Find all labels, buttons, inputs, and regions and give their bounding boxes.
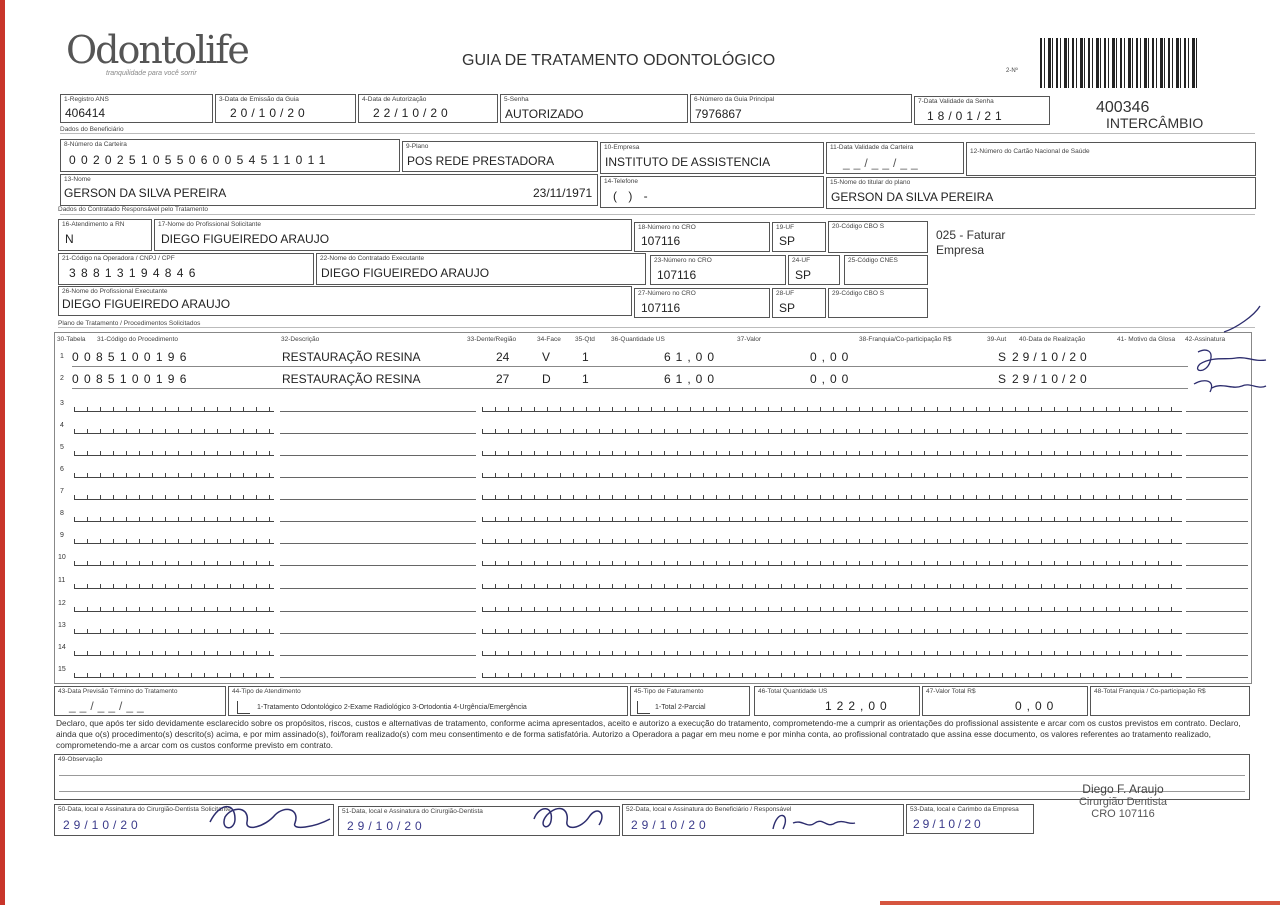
row-signature-line[interactable] — [1186, 477, 1248, 478]
field-43-box — [54, 686, 226, 716]
row-date[interactable]: 29/10/20 — [1012, 372, 1091, 386]
table-row — [58, 640, 1248, 660]
row-number: 8 — [60, 510, 64, 517]
field-50-label: 50-Data, local e Assinatura do Cirurgião-Dentista Solicitante — [58, 806, 231, 813]
field-1-value[interactable]: 406414 — [65, 106, 106, 120]
row-signature-line[interactable] — [1186, 655, 1248, 656]
birth-date[interactable]: 23/11/1971 — [533, 186, 593, 200]
field-9-label: 9-Plano — [406, 143, 429, 150]
row-values-boxes[interactable] — [482, 583, 1182, 589]
row-signature-line[interactable] — [1186, 433, 1248, 434]
row-number: 14 — [58, 644, 66, 651]
row-values-boxes[interactable] — [482, 538, 1182, 544]
field-3-value[interactable]: 20/10/20 — [230, 106, 309, 120]
table-row — [58, 440, 1248, 460]
row-underline — [72, 388, 1188, 389]
field-1-box — [60, 94, 213, 123]
field-45-label: 45-Tipo de Faturamento — [634, 688, 704, 695]
field-52-label: 52-Data, local e Assinatura do Beneficiário / Responsável — [626, 806, 792, 813]
field-6-value[interactable]: 7976867 — [695, 107, 742, 121]
field-29-label: 29-Código CBO S — [832, 290, 885, 297]
field-44-label: 44-Tipo de Atendimento — [232, 688, 301, 695]
field-7-value[interactable]: 18/01/21 — [927, 109, 1006, 123]
field-14-value[interactable]: ( ) - — [613, 189, 652, 203]
faturar-note: 025 - Faturar Empresa — [936, 228, 1006, 257]
field-19-box — [772, 222, 826, 252]
section-contratado: Dados do Contratado Responsável pelo Tratamento — [58, 206, 208, 213]
field-25-label: 25-Código CNES — [848, 257, 898, 264]
field-13-value[interactable]: GERSON DA SILVA PEREIRA — [64, 186, 227, 200]
row-values-boxes[interactable] — [482, 428, 1182, 434]
row-number: 10 — [58, 554, 66, 561]
row-description-line[interactable] — [280, 411, 476, 412]
row-number: 12 — [58, 600, 66, 607]
field-4-box — [358, 94, 498, 123]
field-16-label: 16-Atendimento a RN — [62, 221, 125, 228]
field-13-box — [60, 174, 598, 206]
row-code-boxes[interactable] — [74, 406, 274, 412]
field-4-label: 4-Data de Autorização — [362, 96, 427, 103]
row-description-line[interactable] — [280, 677, 476, 678]
row-number: 5 — [60, 444, 64, 451]
row-code-boxes[interactable] — [74, 450, 274, 456]
row-number: 7 — [60, 488, 64, 495]
row-number: 2 — [60, 375, 64, 382]
row-description-line[interactable] — [280, 611, 476, 612]
field-47-label: 47-Valor Total R$ — [926, 688, 976, 695]
header-30: 30-Tabela — [57, 336, 86, 343]
field-11-value[interactable]: __/__/__ — [843, 156, 922, 170]
field-45-checkbox[interactable] — [637, 701, 650, 714]
field-5-label: 5-Senha — [504, 96, 529, 103]
field-9-value[interactable]: POS REDE PRESTADORA — [407, 154, 555, 168]
field-15-value[interactable]: GERSON DA SILVA PEREIRA — [831, 190, 994, 204]
row-description-line[interactable] — [280, 565, 476, 566]
row-description-line[interactable] — [280, 588, 476, 589]
field-45-options: 1-Total 2-Parcial — [655, 704, 706, 711]
field-51-date[interactable]: 29/10/20 — [347, 819, 426, 833]
section-beneficiario: Dados do Beneficiário — [60, 126, 124, 133]
row-number: 11 — [58, 577, 66, 584]
row-tooth[interactable]: 24 — [496, 350, 510, 364]
field-17-box — [154, 219, 632, 251]
row-number: 4 — [60, 422, 64, 429]
row-signature-line[interactable] — [1186, 455, 1248, 456]
row-date[interactable]: 29/10/20 — [1012, 350, 1091, 364]
field-9-box — [402, 141, 598, 172]
field-27-label: 27-Número no CRO — [638, 290, 696, 297]
header-35: 35-Qtd — [575, 336, 595, 343]
field-46-value[interactable]: 122,00 — [825, 699, 892, 713]
field-22-value[interactable]: DIEGO FIGUEIREDO ARAUJO — [321, 266, 490, 280]
row-code-boxes[interactable] — [74, 538, 274, 544]
row-description-line[interactable] — [280, 455, 476, 456]
row-aut[interactable]: S — [998, 372, 1007, 386]
barcode — [1040, 38, 1200, 88]
field-47-box — [922, 686, 1088, 716]
stamp-name: Diego F. Araujo — [1082, 782, 1164, 796]
row-signature-line[interactable] — [1186, 677, 1248, 678]
field-28-label: 28-UF — [776, 290, 795, 297]
field-44-box — [228, 686, 628, 716]
header-36: 36-Quantidade US — [611, 336, 665, 343]
row-values-boxes[interactable] — [482, 650, 1182, 656]
field-21-label: 21-Código na Operadora / CNPJ / CPF — [62, 255, 175, 262]
field-53-label: 53-Data, local e Carimbo da Empresa — [910, 806, 1019, 813]
row-signature-line[interactable] — [1186, 521, 1248, 522]
field-27-value[interactable]: 107116 — [641, 301, 681, 315]
field-12-label: 12-Número do Cartão Nacional de Saúde — [970, 148, 1090, 155]
field-8-label: 8-Número da Carteira — [64, 141, 127, 148]
signature-50 — [205, 797, 335, 837]
field-12-box — [966, 142, 1256, 176]
table-row — [58, 462, 1248, 482]
field-26-box — [58, 286, 632, 316]
header-32: 32-Descrição — [281, 336, 320, 343]
field-46-box — [754, 686, 920, 716]
field-6-label: 6-Número da Guia Principal — [694, 96, 775, 103]
field-6-box — [690, 94, 912, 123]
table-row — [58, 371, 1248, 391]
row-description-line[interactable] — [280, 655, 476, 656]
row-signature-line[interactable] — [1186, 611, 1248, 612]
row-description-line[interactable] — [280, 433, 476, 434]
row-signature-line[interactable] — [1186, 588, 1248, 589]
field-23-label: 23-Número no CRO — [654, 257, 712, 264]
header-31: 31-Código do Procedimento — [97, 336, 178, 343]
field-28-value[interactable]: SP — [779, 301, 796, 315]
header-40: 40-Data de Realização — [1019, 336, 1086, 343]
logo-brand: Odontolife — [66, 28, 248, 72]
section-beneficiario-line — [60, 133, 1255, 134]
row-code-boxes[interactable] — [74, 428, 274, 434]
field-4-value[interactable]: 22/10/20 — [373, 106, 452, 120]
field-15-box — [826, 177, 1256, 209]
field-19-label: 19-UF — [776, 224, 795, 231]
header-34: 34-Face — [537, 336, 561, 343]
field-48-label: 48-Total Franquia / Co-participação R$ — [1094, 688, 1206, 695]
n-label: 2-Nº — [1006, 68, 1018, 74]
row-face[interactable]: D — [542, 372, 551, 386]
row-signature-line[interactable] — [1186, 499, 1248, 500]
row-signature-line[interactable] — [1186, 543, 1248, 544]
signature-51 — [529, 797, 609, 837]
row-number: 15 — [58, 666, 66, 673]
row-code-boxes[interactable] — [74, 583, 274, 589]
row-valor[interactable]: 0,00 — [810, 372, 854, 386]
row-code-boxes[interactable] — [74, 560, 274, 566]
field-22-label: 22-Nome do Contratado Executante — [320, 255, 425, 262]
table-row — [58, 349, 1248, 369]
field-17-label: 17-Nome do Profissional Solicitante — [158, 221, 261, 228]
row-description[interactable]: RESTAURAÇÃO RESINA — [282, 372, 421, 386]
row-signature-line[interactable] — [1186, 633, 1248, 634]
field-53-date[interactable]: 29/10/20 — [913, 817, 984, 831]
row-values-boxes[interactable] — [482, 628, 1182, 634]
table-row — [58, 484, 1248, 504]
row-description-line[interactable] — [280, 633, 476, 634]
field-13-label: 13-Nome — [64, 176, 91, 183]
row-signature-line[interactable] — [1186, 565, 1248, 566]
row-signature-line[interactable] — [1186, 411, 1248, 412]
table-row — [58, 596, 1248, 616]
row-description-line[interactable] — [280, 521, 476, 522]
field-44-checkbox[interactable] — [237, 701, 250, 714]
signature-52 — [763, 799, 863, 839]
field-21-box — [58, 253, 314, 285]
scan-edge-bottom — [880, 901, 1280, 905]
table-row — [58, 573, 1248, 593]
table-row — [58, 550, 1248, 570]
page-title: GUIA DE TRATAMENTO ODONTOLÓGICO — [462, 52, 776, 69]
header-41: 41- Motivo da Glosa — [1117, 336, 1176, 343]
row-number: 9 — [60, 532, 64, 539]
row-aut[interactable]: S — [998, 350, 1007, 364]
table-row — [58, 418, 1248, 438]
field-7-box — [914, 96, 1050, 125]
row-us[interactable]: 61,00 — [664, 350, 720, 364]
header-33: 33-Dente/Região — [467, 336, 517, 343]
field-47-value[interactable]: 0,00 — [1015, 699, 1059, 713]
field-43-label: 43-Data Previsão Término do Tratamento — [58, 688, 178, 695]
field-22-box — [316, 253, 646, 285]
field-53-box — [906, 804, 1034, 834]
field-8-box — [60, 139, 400, 172]
header-39: 39-Aut — [987, 336, 1007, 343]
field-45-box — [630, 686, 750, 716]
section-plano-line — [58, 327, 1255, 328]
table-row — [58, 396, 1248, 416]
field-18-label: 18-Número no CRO — [638, 224, 696, 231]
field-19-value[interactable]: SP — [779, 234, 796, 248]
field-50-box — [54, 804, 334, 836]
field-50-date[interactable]: 29/10/20 — [63, 818, 142, 832]
field-23-box — [650, 255, 786, 285]
field-52-date[interactable]: 29/10/20 — [631, 818, 710, 832]
table-row — [58, 618, 1248, 638]
obs-line-1[interactable] — [59, 775, 1245, 776]
field-23-value[interactable]: 107116 — [657, 268, 697, 282]
row-code-boxes[interactable] — [74, 672, 274, 678]
header-37: 37-Valor — [737, 336, 762, 343]
row-number: 1 — [60, 353, 64, 360]
field-51-label: 51-Data, local e Assinatura do Cirurgião-Dentista — [342, 808, 483, 815]
stamp-cro: CRO 107116 — [1091, 808, 1155, 820]
field-16-box — [58, 219, 152, 251]
header-38: 38-Franquia/Co-participação R$ — [859, 336, 952, 343]
row-values-boxes[interactable] — [482, 472, 1182, 478]
row-number: 13 — [58, 622, 66, 629]
row-code-boxes[interactable] — [74, 516, 274, 522]
table-row — [58, 506, 1248, 526]
row-values-boxes[interactable] — [482, 516, 1182, 522]
row-number: 3 — [60, 400, 64, 407]
field-48-box — [1090, 686, 1250, 716]
field-27-box — [634, 288, 770, 318]
field-26-value[interactable]: DIEGO FIGUEIREDO ARAUJO — [62, 297, 231, 311]
table-row — [58, 662, 1248, 682]
row-number: 6 — [60, 466, 64, 473]
intercambio: INTERCÂMBIO — [1106, 115, 1204, 131]
field-5-box — [500, 94, 688, 123]
field-44-options: 1-Tratamento Odontológico 2-Exame Radiológico 3-Ortodontia 4-Urgência/Emergência — [257, 704, 527, 711]
row-us[interactable]: 61,00 — [664, 372, 720, 386]
field-26-label: 26-Nome do Profissional Executante — [62, 288, 168, 295]
row-values-boxes[interactable] — [482, 450, 1182, 456]
header-42: 42-Assinatura — [1185, 336, 1226, 343]
field-11-box — [826, 142, 964, 174]
row-code-boxes[interactable] — [74, 650, 274, 656]
logo — [66, 30, 248, 77]
field-10-value[interactable]: INSTITUTO DE ASSISTENCIA — [605, 155, 771, 169]
field-10-box — [600, 142, 824, 174]
logo-tagline: tranquilidade para você sorrir — [106, 70, 197, 77]
row-code[interactable]: 0085100196 — [72, 372, 192, 386]
field-17-value[interactable]: DIEGO FIGUEIREDO ARAUJO — [161, 232, 330, 246]
field-46-label: 46-Total Quantidade US — [758, 688, 828, 695]
field-10-label: 10-Empresa — [604, 144, 640, 151]
field-28-box — [772, 288, 826, 318]
field-49-label: 49-Observação — [58, 756, 103, 763]
field-8-value[interactable]: 0020251055060054511011 — [69, 153, 331, 167]
row-code-boxes[interactable] — [74, 606, 274, 612]
row-values-boxes[interactable] — [482, 672, 1182, 678]
field-51-box — [338, 806, 620, 836]
field-18-value[interactable]: 107116 — [641, 234, 681, 248]
field-14-label: 14-Telefone — [604, 178, 638, 185]
field-43-value[interactable]: __/__/__ — [69, 699, 148, 713]
section-plano: Plano de Tratamento / Procedimentos Solicitados — [58, 320, 201, 327]
field-20-label: 20-Código CBO S — [832, 223, 885, 230]
section-contratado-line — [60, 214, 1255, 215]
row-signature-marks — [1176, 300, 1272, 404]
row-description[interactable]: RESTAURAÇÃO RESINA — [282, 350, 421, 364]
row-face[interactable]: V — [542, 350, 551, 364]
field-18-box — [634, 222, 770, 252]
declaration-text: Declaro, que após ter sido devidamente esclarecido sobre os propósitos, riscos, custos e alternativas de tratamento, conforme acima apresentados, aceito e autorizo a execução do tratamento, comprometendo-me a cumprir as orientações do profissional assistente e arcar com os custos previstos em contrato. Declaro, ainda que o(s) procedimento(s) descrito(s) acima, e por mim assinado(s), foi/foram realizado(s) com meu consentimento e de forma satisfatória. Autorizo a Operadora a pagar em meu nome e por minha conta, ao profissional contratado que assina esse documento, os valores referentes ao tratamento realizado, comprometendo-me a arcar com os custos conforme previsto em contrato. — [56, 718, 1241, 750]
field-21-value[interactable]: 38813194846 — [69, 266, 201, 280]
row-qty[interactable]: 1 — [582, 350, 589, 364]
row-description-line[interactable] — [280, 477, 476, 478]
field-14-box — [600, 176, 824, 208]
row-description-line[interactable] — [280, 499, 476, 500]
field-20-box — [828, 221, 928, 253]
field-52-box — [622, 804, 904, 836]
row-values-boxes[interactable] — [482, 606, 1182, 612]
row-code[interactable]: 0085100196 — [72, 350, 192, 364]
field-24-value[interactable]: SP — [795, 268, 812, 282]
table-row — [58, 528, 1248, 548]
field-15-label: 15-Nome do titular do plano — [830, 179, 911, 186]
row-code-boxes[interactable] — [74, 628, 274, 634]
scan-edge — [0, 0, 5, 905]
row-description-line[interactable] — [280, 543, 476, 544]
row-values-boxes[interactable] — [482, 560, 1182, 566]
field-5-value[interactable]: AUTORIZADO — [505, 107, 584, 121]
field-3-label: 3-Data de Emissão da Guia — [219, 96, 299, 103]
row-underline — [72, 366, 1188, 367]
row-code-boxes[interactable] — [74, 472, 274, 478]
field-24-label: 24-UF — [792, 257, 811, 264]
row-valor[interactable]: 0,00 — [810, 350, 854, 364]
field-11-label: 11-Data Validade da Carteira — [830, 144, 914, 151]
row-qty[interactable]: 1 — [582, 372, 589, 386]
field-25-box — [844, 255, 928, 285]
field-1-label: 1-Registro ANS — [64, 96, 109, 103]
field-7-label: 7-Data Validade da Senha — [918, 98, 994, 105]
guide-number: 400346 — [1096, 99, 1150, 116]
field-3-box — [215, 94, 356, 123]
field-29-box — [828, 288, 928, 318]
dentist-stamp — [1066, 782, 1180, 834]
row-values-boxes[interactable] — [482, 494, 1182, 500]
stamp-title: Cirurgião Dentista — [1078, 796, 1168, 808]
row-tooth[interactable]: 27 — [496, 372, 510, 386]
field-24-box — [788, 255, 840, 285]
field-16-value[interactable]: N — [65, 232, 74, 246]
row-values-boxes[interactable] — [482, 406, 1182, 412]
row-code-boxes[interactable] — [74, 494, 274, 500]
